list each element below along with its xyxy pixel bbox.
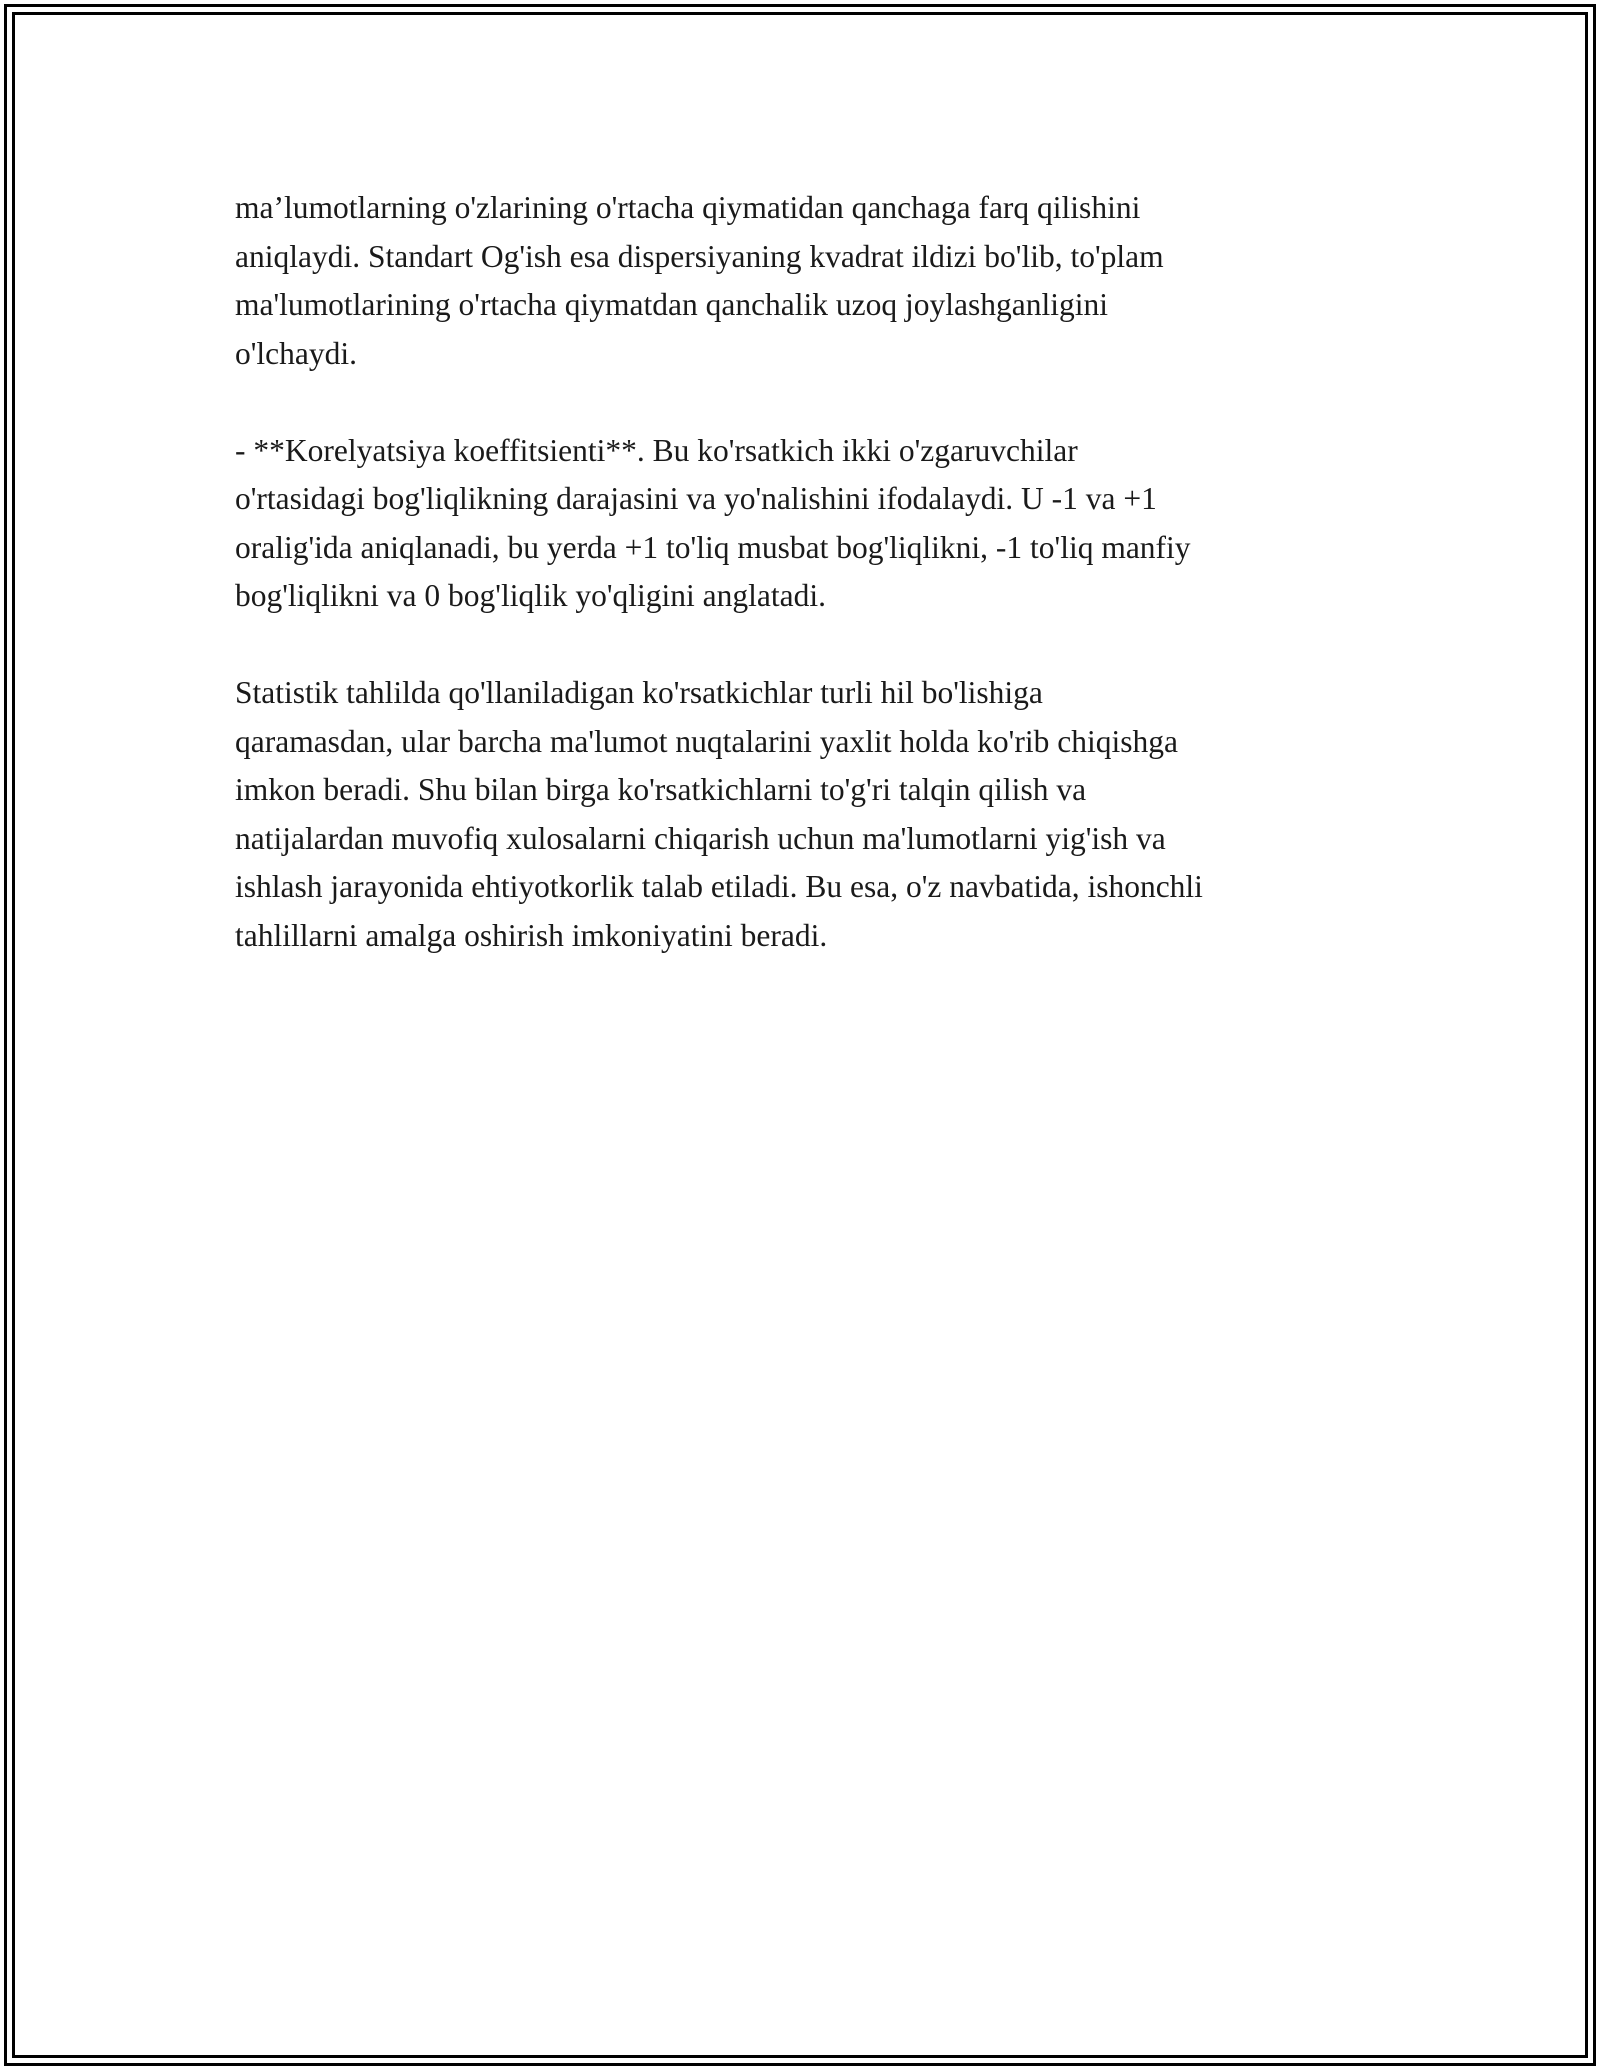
text-line: ma’lumotlarning o'zlarining o'rtacha qiymatidan qanchaga farq qilishini [235, 190, 1141, 225]
text-line: oralig'ida aniqlanadi, bu yerda +1 to'liq musbat bog'liqlikni, -1 to'liq manfiy [235, 529, 1191, 565]
text-line: natijalardan muvofiq xulosalarni chiqarish uchun ma'lumotlarni yig'ish va [235, 820, 1166, 856]
text-line: imkon beradi. Shu bilan birga ko'rsatkichlarni to'g'ri talqin qilish va [235, 772, 1087, 807]
page-content [235, 184, 1375, 1009]
text-line: qaramasdan, ular barcha ma'lumot nuqtalarini yaxlit holda ko'rib chiqishga [235, 723, 1178, 759]
text-line: o'lchaydi. [235, 335, 358, 371]
text-line: bog'liqlikni va 0 bog'liqlik yo'qligini anglatadi. [235, 578, 826, 613]
paragraph-conclusion [235, 669, 1375, 960]
text-line: tahlillarni amalga oshirish imkoniyatini beradi. [235, 917, 828, 953]
text-line: Statistik tahlilda qo'llaniladigan ko'rsatkichlar turli hil bo'lishiga [235, 675, 1043, 710]
text-line: ma'lumotlarining o'rtacha qiymatdan qanchalik uzoq joylashganligini [235, 287, 1109, 322]
text-line: ishlash jarayonida ehtiyotkorlik talab etiladi. Bu esa, o'z navbatida, ishonchli [235, 869, 1203, 904]
text-line: - **Korelyatsiya koeffitsienti**. Bu ko'rsatkich ikki o'zgaruvchilar [235, 432, 1078, 468]
text-line: aniqlaydi. Standart Og'ish esa dispersiyaning kvadrat ildizi bo'lib, to'plam [235, 238, 1164, 274]
paragraph-variance [235, 184, 1375, 378]
text-line: o'rtasidagi bog'liqlikning darajasini va yo'nalishini ifodalaydi. U -1 va +1 [235, 481, 1157, 516]
paragraph-correlation [235, 427, 1375, 621]
